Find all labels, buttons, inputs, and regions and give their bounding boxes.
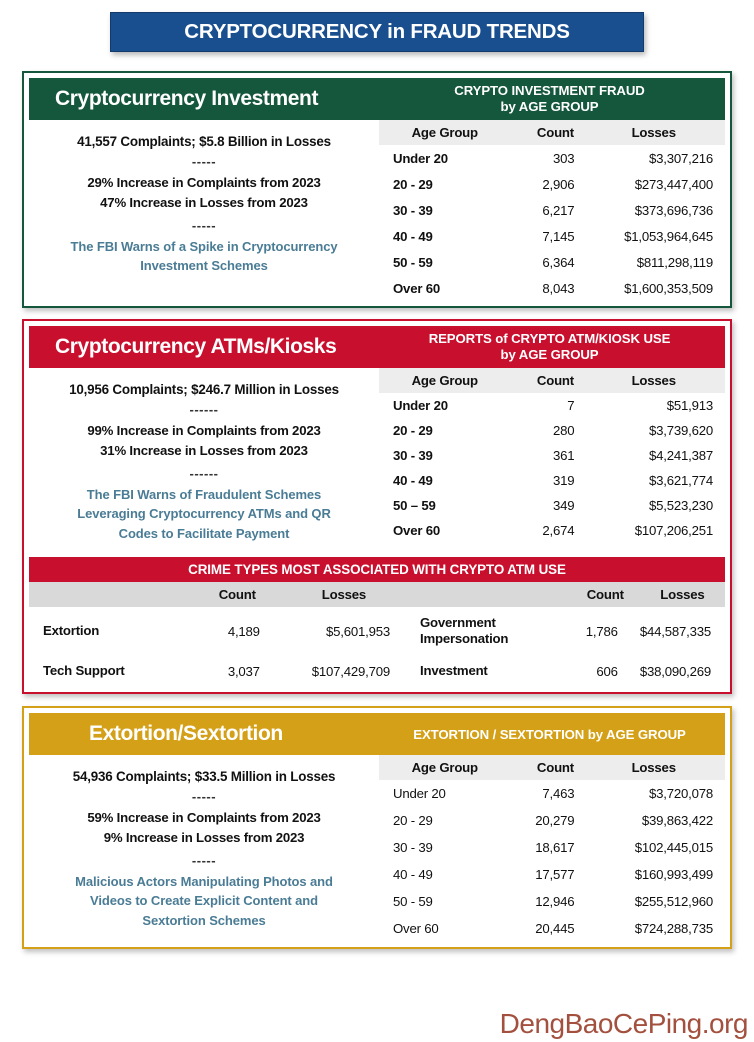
age-group-table [379,755,725,942]
page-title: CRYPTOCURRENCY in FRAUD TRENDS [184,20,570,43]
column-header-age-group: Age Group [379,368,510,393]
crime-types-band-title: CRIME TYPES MOST ASSOCIATED WITH CRYPTO ATM USE [29,557,725,582]
section-title: Extortion/Sextortion [89,722,283,746]
cell-count: 361 [553,448,575,463]
column-header-crime-right [406,582,571,607]
cell-losses-left: $5,601,953 [325,623,390,639]
cell-count: 17,577 [535,867,575,883]
table-row [379,197,725,223]
cell-age-group: Over 60 [393,523,440,538]
section-header-band [29,713,725,755]
age-group-table [379,120,725,301]
section-crypto-atms-kiosks [22,319,732,694]
cell-age-group: Under 20 [393,786,446,802]
cell-count: 349 [553,498,575,513]
column-header-crime-left [29,582,193,607]
cell-crime-type-right: Investment [420,663,488,679]
table-header-row [379,755,725,780]
table-caption-line1: REPORTS of CRYPTO ATM/KIOSK USE [428,331,671,347]
cell-age-group: 40 - 49 [393,473,433,488]
cell-count: 7 [567,398,575,413]
age-group-table [379,368,725,543]
table-row [379,518,725,543]
table-row [379,493,725,518]
divider-1: ----- [191,154,217,169]
cell-age-group: 30 - 39 [393,840,433,856]
stat-losses-change: 9% Increase in Losses from 2023 [103,830,305,846]
column-header-count: Count [510,120,600,145]
cell-count: 2,674 [542,523,575,538]
divider-2: ------ [189,465,219,481]
cell-age-group: 30 - 39 [393,448,433,463]
cell-losses: $373,696,736 [634,202,713,218]
table-row [379,171,725,197]
cell-count: 6,217 [542,202,575,218]
warning-note: Malicious Actors Manipulating Photos and Videos to Create Explicit Content and Sextortion Schemes [75,873,333,928]
table-row [379,780,725,807]
table-row [379,145,725,171]
stat-complaints-change: 99% Increase in Complaints from 2023 [87,423,321,438]
cell-count: 280 [553,423,575,438]
section-title: Cryptocurrency ATMs/Kiosks [55,335,337,358]
cell-losses: $273,447,400 [634,176,713,192]
table-row [379,834,725,861]
cell-age-group: 20 - 29 [393,176,433,192]
column-header-losses: Losses [600,755,725,780]
column-header-losses-right: Losses [640,582,725,607]
table-row [379,223,725,249]
stat-complaints-change: 59% Increase in Complaints from 2023 [87,810,321,826]
cell-losses: $3,621,774 [648,473,713,488]
column-header-age-group: Age Group [379,120,510,145]
table-header-row [379,368,725,393]
cell-age-group: Under 20 [393,398,448,413]
column-header-age-group: Age Group [379,755,510,780]
cell-age-group: 40 - 49 [393,228,433,244]
cell-count: 8,043 [542,280,575,296]
cell-losses: $160,993,499 [634,867,713,883]
cell-losses: $811,298,119 [636,254,713,270]
column-header-count: Count [510,368,600,393]
table-row [379,807,725,834]
section-body [29,368,725,553]
site-watermark: DengBaoCePing.org [499,1008,748,1039]
crime-types-table [29,582,725,687]
cell-count: 12,946 [535,894,575,910]
table-header-row [379,120,725,145]
banner-container [0,0,754,52]
cell-losses: $3,739,620 [648,423,713,438]
cell-losses: $3,720,078 [648,786,713,802]
summary-headline: 54,936 Complaints; $33.5 Million in Losses [72,769,336,785]
summary-panel [29,120,379,286]
summary-panel [29,368,379,553]
section-header-band [29,78,725,120]
cell-losses: $51,913 [666,398,713,413]
cell-losses: $39,863,422 [641,813,713,829]
table-caption [374,713,725,755]
cell-age-group: 30 - 39 [393,202,433,218]
cell-age-group: Under 20 [393,150,448,166]
cell-count: 20,279 [535,813,575,829]
table-row [379,249,725,275]
column-header-losses: Losses [600,120,725,145]
column-header-count: Count [510,755,600,780]
cell-losses-right: $38,090,269 [639,663,711,679]
cell-age-group: 50 - 59 [393,254,433,270]
table-row [29,655,725,687]
cell-losses: $107,206,251 [634,523,713,538]
cell-losses: $724,288,735 [634,921,713,937]
cell-count-left: 3,037 [227,663,260,679]
table-caption [374,78,725,120]
stat-losses-change: 47% Increase in Losses from 2023 [100,194,308,210]
cell-losses: $3,307,216 [648,150,713,166]
cell-count: 7,463 [542,786,575,802]
summary-headline: 10,956 Complaints; $246.7 Million in Losses [69,382,339,397]
cell-crime-type-left: Extortion [43,623,100,639]
table-row [379,861,725,888]
section-title: Cryptocurrency Investment [55,87,319,110]
cell-losses: $255,512,960 [634,894,713,910]
warning-note: The FBI Warns of a Spike in Cryptocurrency Investment Schemes [70,238,338,274]
cell-count-left: 4,189 [227,623,260,639]
section-crypto-investment [22,71,732,308]
divider-1: ----- [191,789,217,805]
table-row [379,443,725,468]
table-row [379,888,725,915]
section-body [29,120,725,301]
table-row [379,393,725,418]
stat-losses-change: 31% Increase in Losses from 2023 [100,442,308,458]
section-header-band [29,326,725,368]
cell-age-group: 50 – 59 [393,498,436,513]
column-header-count-left: Count [193,582,282,607]
cell-count-right: 1,786 [585,623,618,639]
cell-losses-left: $107,429,709 [311,663,390,679]
cell-losses-right: $44,587,335 [639,623,711,639]
cell-losses: $4,241,387 [648,448,713,463]
table-row [379,468,725,493]
table-row [379,418,725,443]
cell-age-group: 50 - 59 [393,894,433,910]
cell-losses: $1,053,964,645 [624,228,713,244]
table-caption-line1: CRYPTO INVESTMENT FRAUD [454,83,645,99]
cell-count: 7,145 [542,228,575,244]
stat-complaints-change: 29% Increase in Complaints from 2023 [87,175,321,190]
cell-age-group: Over 60 [393,921,439,937]
cell-age-group: 20 - 29 [393,813,433,829]
cell-count: 6,364 [542,254,575,270]
section-body [29,755,725,942]
cell-losses: $1,600,353,509 [624,280,713,296]
column-header-losses: Losses [600,368,725,393]
page-banner [110,12,644,52]
table-row [29,607,725,655]
cell-count: 18,617 [535,840,575,856]
table-caption-line2: by AGE GROUP [500,347,599,362]
cell-crime-type-right: Government Impersonation [420,615,509,647]
divider-1: ------ [189,402,219,417]
column-header-count-right: Count [571,582,640,607]
cell-count: 319 [553,473,575,488]
table-row [379,275,725,301]
section-extortion-sextortion [22,706,732,949]
cell-count-right: 606 [596,663,618,679]
column-header-losses-left: Losses [282,582,406,607]
cell-crime-type-left: Tech Support [43,663,125,679]
table-caption [374,326,725,368]
cell-count: 303 [553,150,575,166]
table-caption-line1: EXTORTION / SEXTORTION by AGE GROUP [413,726,686,742]
cell-age-group: Over 60 [393,280,440,296]
summary-panel [29,755,379,940]
cell-age-group: 40 - 49 [393,867,433,883]
table-header-row [29,582,725,607]
divider-2: ----- [191,217,217,233]
warning-note: The FBI Warns of Fraudulent Schemes Leveraging Cryptocurrency ATMs and QR Codes to Facilitate Payment [77,486,331,541]
summary-headline: 41,557 Complaints; $5.8 Billion in Losses [77,134,331,149]
cell-count: 20,445 [535,921,575,937]
cell-losses: $102,445,015 [634,840,713,856]
cell-age-group: 20 - 29 [393,423,433,438]
table-row [379,915,725,942]
divider-2: ----- [191,852,217,868]
cell-count: 2,906 [542,176,575,192]
cell-losses: $5,523,230 [648,498,713,513]
table-caption-line2: by AGE GROUP [500,99,599,114]
